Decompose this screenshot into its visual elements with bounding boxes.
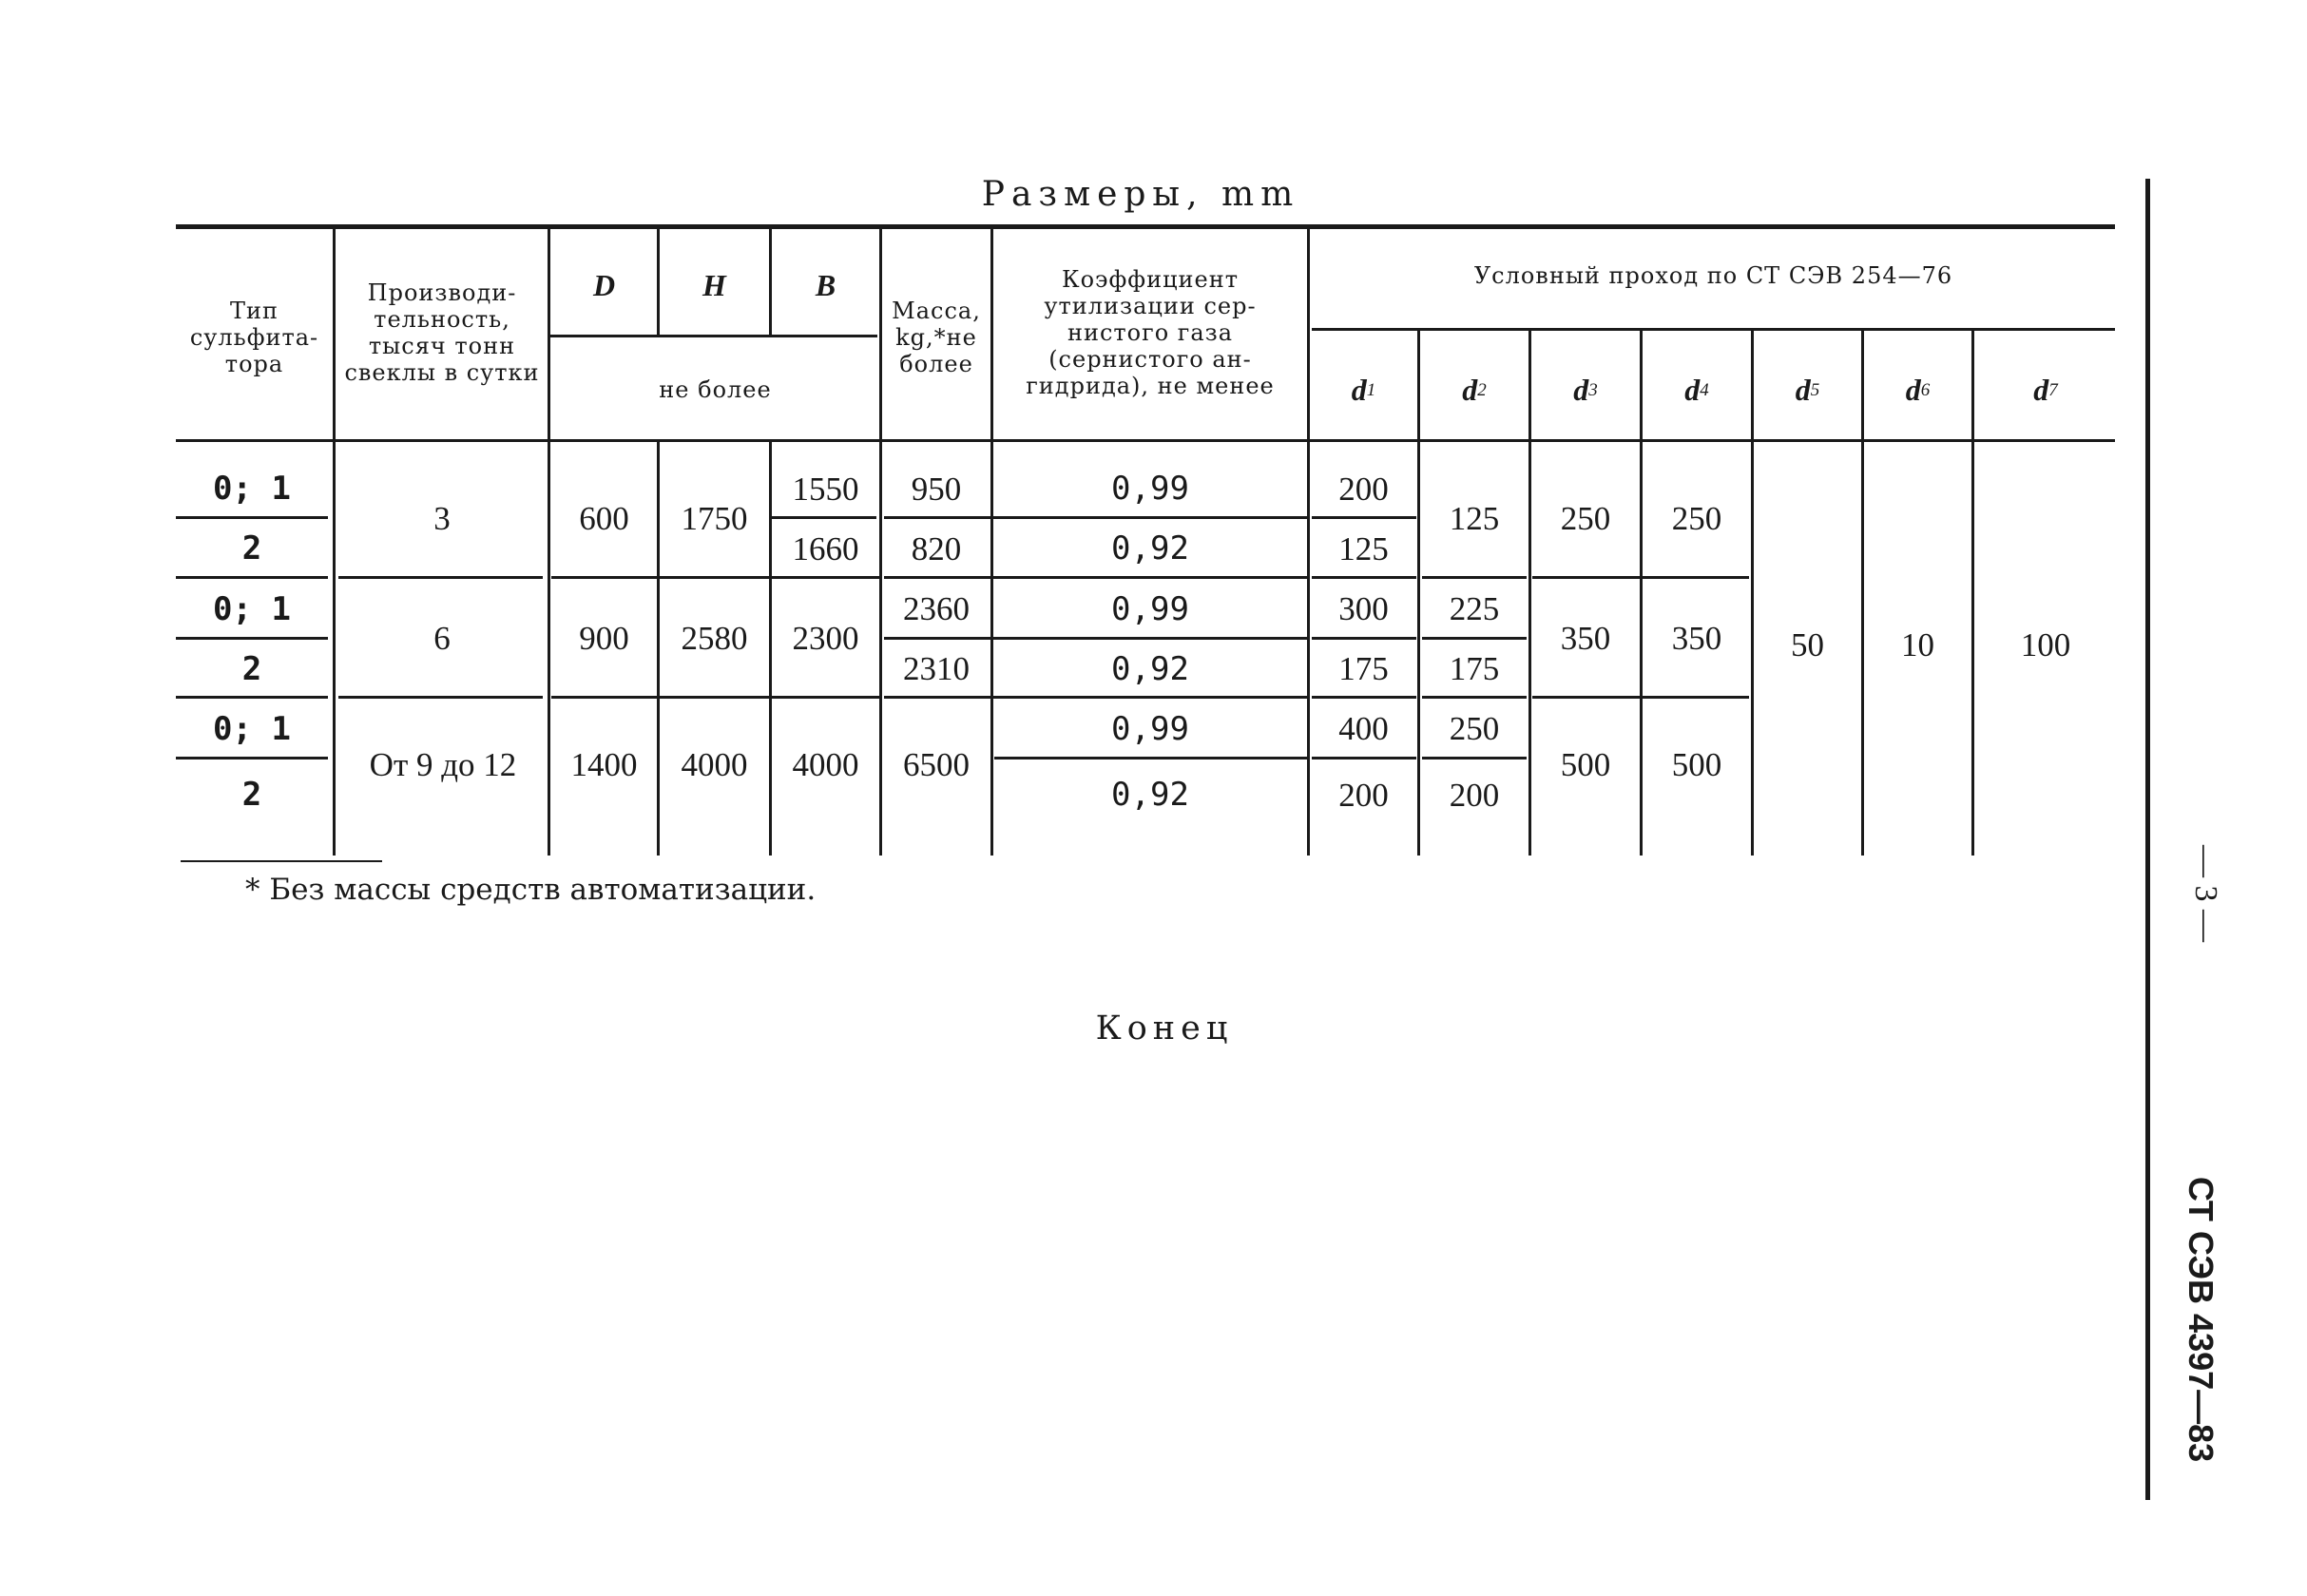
hline bbox=[1312, 637, 1416, 640]
D-cell: 600 bbox=[579, 500, 629, 537]
header-d4: d 4 bbox=[1684, 373, 1709, 407]
type-cell: 0; 1 bbox=[213, 589, 291, 628]
hline bbox=[1312, 696, 1416, 699]
hline bbox=[551, 576, 879, 579]
mass-cell: 2310 bbox=[903, 650, 970, 687]
d3-cell: 500 bbox=[1560, 746, 1611, 783]
d2-cell: 175 bbox=[1449, 650, 1500, 687]
hline bbox=[1532, 576, 1749, 579]
header-type: Тип сульфита-тора bbox=[189, 298, 319, 377]
H-cell: 4000 bbox=[681, 746, 748, 783]
coef-cell: 0,99 bbox=[1111, 470, 1189, 508]
D-cell: 900 bbox=[579, 620, 629, 657]
vline bbox=[548, 442, 550, 856]
coef-cell: 0,92 bbox=[1111, 529, 1189, 567]
vline bbox=[548, 229, 550, 439]
coef-cell: 0,99 bbox=[1111, 709, 1189, 748]
hline bbox=[1422, 637, 1527, 640]
d4-cell: 500 bbox=[1671, 746, 1722, 783]
d3-cell: 350 bbox=[1560, 620, 1611, 657]
coef-cell: 0,92 bbox=[1111, 776, 1189, 814]
end-text: Конец bbox=[1095, 1010, 1234, 1048]
vline bbox=[333, 442, 336, 856]
d1-cell: 175 bbox=[1338, 650, 1389, 687]
hline bbox=[176, 696, 328, 699]
d3-cell: 250 bbox=[1560, 500, 1611, 537]
hline bbox=[1312, 576, 1416, 579]
hline bbox=[176, 757, 328, 760]
header-coef: Коэффициент утилизации сер-нистого газа (сернистого ан-гидрида), не менее bbox=[1026, 265, 1275, 399]
header-not-more: не более bbox=[659, 376, 772, 403]
hline bbox=[338, 696, 543, 699]
margin-rule bbox=[2145, 179, 2150, 1500]
mass-cell: 2360 bbox=[903, 590, 970, 627]
d2-cell: 250 bbox=[1449, 710, 1500, 747]
type-cell: 2 bbox=[241, 649, 262, 688]
hline bbox=[338, 576, 543, 579]
capacity-cell: 6 bbox=[433, 620, 451, 657]
d5-cell: 50 bbox=[1791, 626, 1824, 663]
hline bbox=[1312, 516, 1416, 519]
footnote-rule bbox=[181, 860, 382, 862]
type-cell: 2 bbox=[241, 776, 262, 814]
d1-cell: 200 bbox=[1338, 776, 1389, 814]
hline bbox=[884, 516, 1307, 519]
d2-cell: 125 bbox=[1449, 500, 1500, 537]
hline bbox=[176, 576, 328, 579]
hline bbox=[884, 637, 1307, 640]
d4-cell: 250 bbox=[1671, 500, 1722, 537]
B-cell: 1660 bbox=[792, 529, 859, 567]
d6-cell: 10 bbox=[1901, 626, 1934, 663]
d1-cell: 300 bbox=[1338, 590, 1389, 627]
B-cell: 2300 bbox=[792, 620, 859, 657]
capacity-cell: От 9 до 12 bbox=[369, 746, 517, 783]
header-d5: d 5 bbox=[1795, 373, 1820, 407]
type-cell: 0; 1 bbox=[213, 470, 291, 508]
nominal-sub-rule bbox=[1312, 328, 2115, 331]
page-number: — 3 — bbox=[2188, 845, 2223, 942]
d2-cell: 225 bbox=[1449, 590, 1500, 627]
header-d2: d 2 bbox=[1462, 373, 1487, 407]
d1-cell: 125 bbox=[1338, 529, 1389, 567]
d1-cell: 200 bbox=[1338, 470, 1389, 508]
header-B: B bbox=[815, 268, 836, 302]
hline bbox=[176, 637, 328, 640]
mass-cell: 950 bbox=[911, 470, 962, 508]
hline bbox=[772, 516, 876, 519]
type-cell: 2 bbox=[241, 529, 262, 567]
capacity-cell: 3 bbox=[433, 500, 451, 537]
vline bbox=[990, 229, 993, 439]
d7-cell: 100 bbox=[2020, 626, 2071, 663]
coef-cell: 0,99 bbox=[1111, 589, 1189, 628]
B-cell: 1550 bbox=[792, 470, 859, 508]
header-d3: d 3 bbox=[1573, 373, 1598, 407]
d4-cell: 350 bbox=[1671, 620, 1722, 657]
footnote: * Без массы средств автоматизации. bbox=[245, 873, 817, 907]
d1-cell: 400 bbox=[1338, 710, 1389, 747]
hline bbox=[551, 696, 879, 699]
hline bbox=[884, 696, 1307, 699]
standard-code: СТ СЭВ 4397—83 bbox=[2182, 1176, 2220, 1463]
header-capacity: Производи-тельность, тысяч тонн свеклы в сутки bbox=[344, 279, 540, 386]
table-title: Размеры, mm bbox=[981, 175, 1300, 214]
not-more-rule bbox=[549, 335, 877, 337]
table-top-rule bbox=[176, 224, 2115, 229]
type-cell: 0; 1 bbox=[213, 709, 291, 748]
hline bbox=[1422, 696, 1527, 699]
H-cell: 1750 bbox=[681, 500, 748, 537]
header-H: H bbox=[702, 268, 726, 302]
header-d1: d 1 bbox=[1351, 373, 1376, 407]
header-d6: d 6 bbox=[1905, 373, 1931, 407]
B-cell: 4000 bbox=[792, 746, 859, 783]
vline bbox=[333, 229, 336, 439]
d2-cell: 200 bbox=[1449, 776, 1500, 814]
header-nominal: Условный проход по СТ СЭВ 254—76 bbox=[1473, 262, 1953, 289]
D-cell: 1400 bbox=[570, 746, 638, 783]
coef-cell: 0,92 bbox=[1111, 649, 1189, 688]
hline bbox=[1312, 757, 1416, 760]
header-D: D bbox=[592, 268, 616, 302]
H-cell: 2580 bbox=[681, 620, 748, 657]
header-mass: Масса, kg,*не более bbox=[892, 298, 981, 377]
mass-cell: 820 bbox=[911, 529, 962, 567]
hline bbox=[1532, 696, 1749, 699]
header-bottom-rule bbox=[176, 439, 2115, 442]
hline bbox=[1422, 576, 1527, 579]
hline bbox=[176, 516, 328, 519]
hline bbox=[884, 576, 1307, 579]
mass-cell: 6500 bbox=[903, 746, 970, 783]
hline bbox=[994, 757, 1307, 760]
header-d7: d 7 bbox=[2033, 373, 2058, 407]
hline bbox=[1422, 757, 1527, 760]
